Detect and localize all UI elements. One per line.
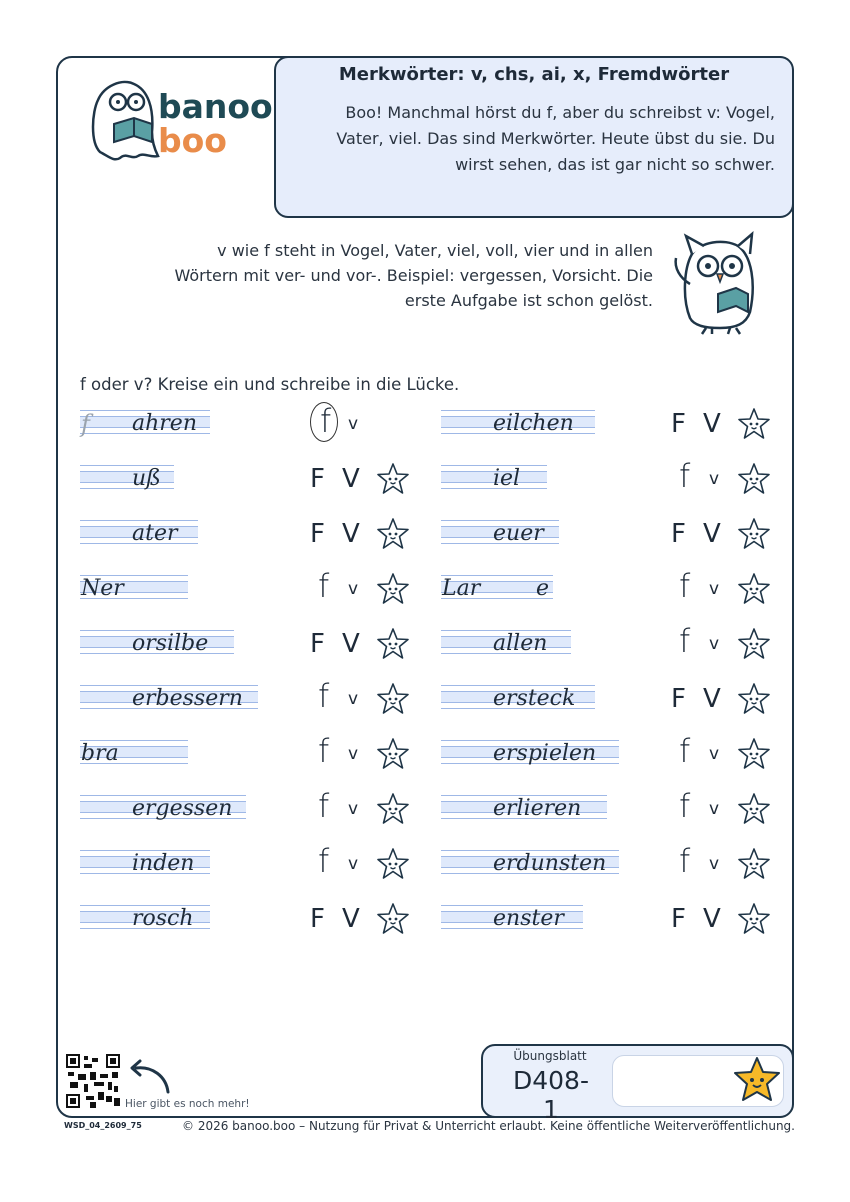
option-v[interactable]: V [342, 519, 360, 549]
star-rating-icon[interactable] [376, 682, 410, 716]
option-v[interactable]: V [342, 904, 360, 934]
option-f[interactable]: f [679, 732, 691, 770]
option-f[interactable]: F [310, 464, 325, 494]
option-v[interactable]: V [703, 904, 721, 934]
word-fragment: erdunsten [493, 851, 607, 876]
word-fragment: inden [132, 851, 195, 876]
brand-name-line1: banoo [158, 87, 273, 126]
exercise-row [441, 844, 781, 884]
star-rating-icon[interactable] [737, 407, 771, 441]
word-fragment: uß [132, 466, 161, 491]
option-f[interactable]: F [310, 904, 325, 934]
star-rating-icon[interactable] [376, 792, 410, 826]
option-v[interactable]: V [342, 464, 360, 494]
word-fragment: enster [493, 906, 564, 931]
option-f[interactable]: f [679, 842, 691, 880]
option-f[interactable]: f [318, 787, 330, 825]
option-v[interactable]: v [348, 854, 359, 874]
option-v[interactable]: v [709, 469, 720, 489]
star-rating-icon[interactable] [737, 462, 771, 496]
exercise-row [441, 624, 781, 664]
word-fragment: iel [493, 466, 521, 491]
copyright-text: © 2026 banoo.boo – Nutzung für Privat & Unterricht erlaubt. Keine öffentliche Weiterveröffentlichung. [182, 1119, 795, 1133]
star-rating-icon[interactable] [737, 737, 771, 771]
brand-name-line2: boo [158, 121, 227, 160]
qr-code-icon[interactable] [66, 1054, 120, 1108]
exercise-row [441, 679, 781, 719]
star-rating-icon[interactable] [737, 682, 771, 716]
exercise-row [441, 459, 781, 499]
worksheet-title: Merkwörter: v, chs, ai, x, Fremdwörter [338, 64, 730, 85]
more-link-text[interactable]: Hier gibt es noch mehr! [125, 1098, 250, 1110]
sheet-code: D408-1 [513, 1066, 589, 1124]
star-rating-icon[interactable] [737, 572, 771, 606]
star-rating-icon[interactable] [737, 517, 771, 551]
word-fragment: ahren [132, 411, 197, 436]
option-f[interactable]: f [679, 457, 691, 495]
header-description: Boo! Manchmal hörst du f, aber du schreibst v: Vogel, Vater, viel. Das sind Merkwörter. Heute übst du sie. Du wirst sehen, das ist gar nicht so schwer. [336, 103, 775, 174]
exercise-row [441, 569, 781, 609]
exercise-row [441, 734, 781, 774]
gold-star-icon [731, 1055, 783, 1105]
word-fragment: eilchen [493, 411, 574, 436]
word-fragment: ergessen [132, 796, 233, 821]
star-rating-icon[interactable] [376, 902, 410, 936]
option-f[interactable]: F [671, 904, 686, 934]
word-prefix: Lar [442, 576, 481, 601]
option-f[interactable]: f [318, 677, 330, 715]
option-v[interactable]: v [348, 799, 359, 819]
owl-teacher-icon [662, 228, 774, 336]
curved-arrow-icon [126, 1058, 176, 1098]
star-rating-icon[interactable] [737, 627, 771, 661]
star-rating-icon[interactable] [376, 517, 410, 551]
option-v[interactable]: V [703, 519, 721, 549]
star-rating-icon[interactable] [737, 847, 771, 881]
option-v[interactable]: v [348, 579, 359, 599]
option-v[interactable]: v [348, 744, 359, 764]
star-rating-icon[interactable] [376, 627, 410, 661]
exercise-row [441, 899, 781, 939]
exercise-row [80, 404, 420, 444]
option-v[interactable]: V [703, 409, 721, 439]
option-v[interactable]: v [709, 579, 720, 599]
option-f[interactable]: f [318, 842, 330, 880]
option-v[interactable]: v [709, 799, 720, 819]
star-rating-icon[interactable] [376, 462, 410, 496]
exercise-row [441, 514, 781, 554]
word-fragment: e [536, 576, 550, 601]
option-f[interactable]: f [320, 402, 332, 440]
word-fragment: orsilbe [132, 631, 209, 656]
option-f[interactable]: f [679, 622, 691, 660]
option-v[interactable]: V [342, 629, 360, 659]
word-fragment: erlieren [493, 796, 582, 821]
exercise-row [80, 459, 420, 499]
option-v[interactable]: V [703, 684, 721, 714]
star-rating-icon[interactable] [737, 792, 771, 826]
word-fragment: rosch [132, 906, 194, 931]
sheet-label: Übungsblatt [513, 1049, 587, 1063]
option-f[interactable]: f [318, 567, 330, 605]
exercise-row [80, 569, 420, 609]
intro-text: v wie f steht in Vogel, Vater, viel, voll, vier und in allen Wörtern mit ver- und vor-. Beispiel: vergessen, Vorsicht. Die erste Aufgabe ist schon gelöst. [174, 241, 653, 310]
task-instruction: f oder v? Kreise ein und schreibe in die Lücke. [80, 375, 460, 394]
option-v[interactable]: v [709, 854, 720, 874]
document-code: WSD_04_2609_75 [64, 1121, 142, 1130]
option-f[interactable]: f [679, 567, 691, 605]
star-rating-icon[interactable] [376, 572, 410, 606]
word-fragment: ersteck [493, 686, 576, 711]
word-prefix: bra [81, 741, 119, 766]
star-rating-icon[interactable] [376, 847, 410, 881]
star-rating-icon[interactable] [376, 737, 410, 771]
exercise-row [80, 844, 420, 884]
word-prefix: f [81, 410, 90, 438]
option-f[interactable]: F [310, 629, 325, 659]
exercise-row [80, 789, 420, 829]
word-fragment: euer [493, 521, 544, 546]
word-fragment: erbessern [132, 686, 243, 711]
option-f[interactable]: F [671, 684, 686, 714]
option-f[interactable]: f [679, 787, 691, 825]
option-f[interactable]: F [671, 519, 686, 549]
option-f[interactable]: F [310, 519, 325, 549]
word-fragment: allen [493, 631, 548, 656]
option-f[interactable]: F [671, 409, 686, 439]
word-prefix: Ner [81, 576, 124, 601]
exercise-row [441, 789, 781, 829]
word-fragment: erspielen [493, 741, 597, 766]
exercise-row [441, 404, 781, 444]
exercise-row [80, 899, 420, 939]
exercise-row [80, 624, 420, 664]
option-v[interactable]: v [709, 634, 720, 654]
option-v[interactable]: v [709, 744, 720, 764]
exercise-row [80, 734, 420, 774]
option-v[interactable]: v [348, 414, 359, 434]
exercise-row [80, 514, 420, 554]
option-f[interactable]: f [318, 732, 330, 770]
star-rating-icon[interactable] [737, 902, 771, 936]
exercise-row [80, 679, 420, 719]
option-v[interactable]: v [348, 689, 359, 709]
word-fragment: ater [132, 521, 178, 546]
